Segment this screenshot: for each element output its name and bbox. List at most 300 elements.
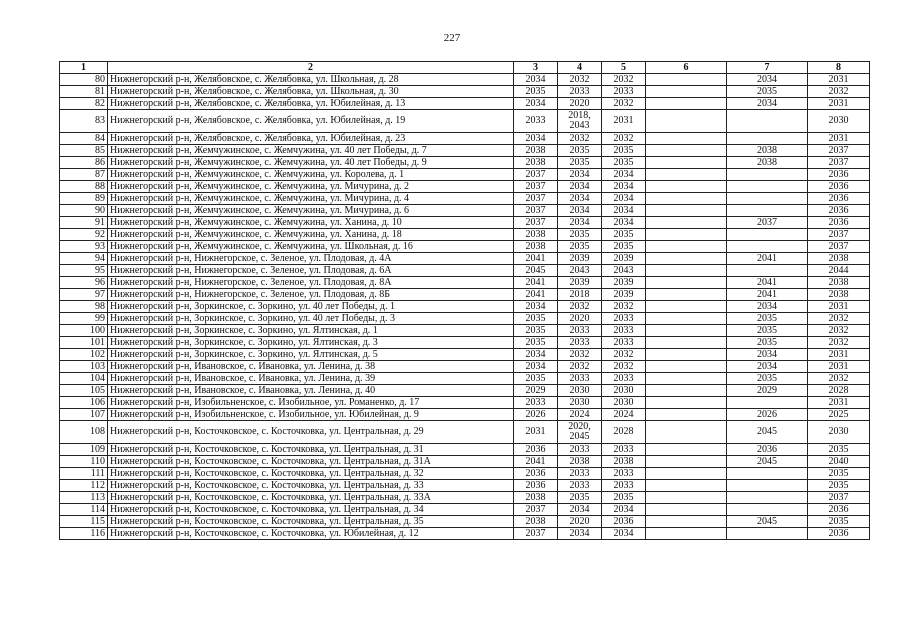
row-number-cell: 108 — [60, 421, 108, 444]
table-row — [60, 516, 870, 528]
table-row — [60, 468, 870, 480]
col3-cell: 2045 — [514, 265, 558, 277]
row-number-cell: 109 — [60, 444, 108, 456]
address-cell: Нижнегорский р-н, Косточковское, с. Косточковка, ул. Юбилейная, д. 12 — [108, 528, 514, 540]
row-number-cell: 110 — [60, 456, 108, 468]
table-row — [60, 289, 870, 301]
col5-cell: 2038 — [602, 456, 646, 468]
col6-cell — [646, 193, 727, 205]
col8-cell: 2038 — [808, 253, 870, 265]
header-cell: 5 — [602, 62, 646, 74]
col8-cell: 2037 — [808, 229, 870, 241]
row-number-cell: 90 — [60, 205, 108, 217]
col4-cell: 2033 — [558, 325, 602, 337]
row-number-cell: 93 — [60, 241, 108, 253]
col3-cell: 2034 — [514, 361, 558, 373]
table-row — [60, 444, 870, 456]
col7-cell — [727, 265, 808, 277]
col6-cell — [646, 385, 727, 397]
col4-cell: 2033 — [558, 337, 602, 349]
col5-cell: 2033 — [602, 444, 646, 456]
header-cell: 1 — [60, 62, 108, 74]
col6-cell — [646, 289, 727, 301]
col3-cell: 2041 — [514, 277, 558, 289]
data-table — [59, 61, 870, 540]
col4-cell: 2033 — [558, 444, 602, 456]
col5-cell: 2024 — [602, 409, 646, 421]
address-cell: Нижнегорский р-н, Косточковское, с. Косточковка, ул. Центральная, д. 29 — [108, 421, 514, 444]
col7-cell — [727, 241, 808, 253]
col6-cell — [646, 241, 727, 253]
table-row — [60, 193, 870, 205]
col4-cell: 2038 — [558, 456, 602, 468]
col4-cell: 2034 — [558, 181, 602, 193]
table-row — [60, 145, 870, 157]
table-row — [60, 337, 870, 349]
col3-cell: 2034 — [514, 98, 558, 110]
col6-cell — [646, 98, 727, 110]
row-number-cell: 98 — [60, 301, 108, 313]
col7-cell: 2045 — [727, 456, 808, 468]
address-cell: Нижнегорский р-н, Желябовское, с. Желябовка, ул. Юбилейная, д. 23 — [108, 133, 514, 145]
table-row — [60, 241, 870, 253]
address-cell: Нижнегорский р-н, Зоркинское, с. Зоркино, ул. Ялтинская, д. 5 — [108, 349, 514, 361]
col7-cell: 2034 — [727, 74, 808, 86]
col6-cell — [646, 397, 727, 409]
address-cell: Нижнегорский р-н, Жемчужинское, с. Жемчужина, ул. Школьная, д. 16 — [108, 241, 514, 253]
col6-cell — [646, 110, 727, 133]
row-number-cell: 99 — [60, 313, 108, 325]
table-row — [60, 277, 870, 289]
col3-cell: 2041 — [514, 456, 558, 468]
col8-cell: 2036 — [808, 181, 870, 193]
col3-cell: 2035 — [514, 373, 558, 385]
col7-cell: 2041 — [727, 289, 808, 301]
row-number-cell: 104 — [60, 373, 108, 385]
col4-cell: 2034 — [558, 169, 602, 181]
col3-cell: 2026 — [514, 409, 558, 421]
address-cell: Нижнегорский р-н, Изобильненское, с. Изобильное, ул. Романенко, д. 17 — [108, 397, 514, 409]
col7-cell: 2038 — [727, 157, 808, 169]
col6-cell — [646, 409, 727, 421]
col7-cell — [727, 397, 808, 409]
col8-cell: 2035 — [808, 468, 870, 480]
col8-cell: 2044 — [808, 265, 870, 277]
col5-cell: 2028 — [602, 421, 646, 444]
table-row — [60, 181, 870, 193]
table-row — [60, 265, 870, 277]
col6-cell — [646, 349, 727, 361]
col5-cell: 2035 — [602, 229, 646, 241]
col7-cell — [727, 193, 808, 205]
col8-cell: 2031 — [808, 397, 870, 409]
address-cell: Нижнегорский р-н, Жемчужинское, с. Жемчужина, ул. Ханина, д. 10 — [108, 217, 514, 229]
col4-cell: 2032 — [558, 74, 602, 86]
col6-cell — [646, 74, 727, 86]
col6-cell — [646, 277, 727, 289]
row-number-cell: 94 — [60, 253, 108, 265]
row-number-cell: 112 — [60, 480, 108, 492]
col4-cell: 2032 — [558, 301, 602, 313]
row-number-cell: 113 — [60, 492, 108, 504]
col3-cell: 2038 — [514, 229, 558, 241]
col7-cell — [727, 504, 808, 516]
address-cell: Нижнегорский р-н, Желябовское, с. Желябовка, ул. Юбилейная, д. 13 — [108, 98, 514, 110]
col8-cell: 2031 — [808, 74, 870, 86]
col8-cell: 2030 — [808, 421, 870, 444]
row-number-cell: 102 — [60, 349, 108, 361]
col8-cell: 2025 — [808, 409, 870, 421]
col4-cell: 2020 — [558, 516, 602, 528]
row-number-cell: 88 — [60, 181, 108, 193]
table-row — [60, 385, 870, 397]
col3-cell: 2035 — [514, 325, 558, 337]
address-cell: Нижнегорский р-н, Жемчужинское, с. Жемчужина, ул. 40 лет Победы, д. 9 — [108, 157, 514, 169]
col8-cell: 2036 — [808, 528, 870, 540]
col7-cell: 2038 — [727, 145, 808, 157]
col7-cell: 2035 — [727, 86, 808, 98]
col3-cell: 2037 — [514, 193, 558, 205]
col7-cell: 2034 — [727, 349, 808, 361]
col6-cell — [646, 157, 727, 169]
col8-cell: 2037 — [808, 241, 870, 253]
col3-cell: 2033 — [514, 110, 558, 133]
header-cell: 4 — [558, 62, 602, 74]
col4-cell: 2032 — [558, 349, 602, 361]
col7-cell: 2034 — [727, 98, 808, 110]
address-cell: Нижнегорский р-н, Ивановское, с. Ивановка, ул. Ленина, д. 38 — [108, 361, 514, 373]
col8-cell: 2037 — [808, 492, 870, 504]
col7-cell: 2037 — [727, 217, 808, 229]
table-row — [60, 313, 870, 325]
col6-cell — [646, 265, 727, 277]
row-number-cell: 115 — [60, 516, 108, 528]
col8-cell: 2032 — [808, 86, 870, 98]
col5-cell: 2036 — [602, 516, 646, 528]
table-row — [60, 205, 870, 217]
col8-cell: 2040 — [808, 456, 870, 468]
col3-cell: 2037 — [514, 504, 558, 516]
address-cell: Нижнегорский р-н, Косточковское, с. Косточковка, ул. Центральная, д. 35 — [108, 516, 514, 528]
address-cell: Нижнегорский р-н, Жемчужинское, с. Жемчужина, ул. 40 лет Победы, д. 7 — [108, 145, 514, 157]
col5-cell: 2034 — [602, 504, 646, 516]
col6-cell — [646, 492, 727, 504]
col8-cell: 2028 — [808, 385, 870, 397]
col4-cell: 2034 — [558, 528, 602, 540]
table-row — [60, 492, 870, 504]
col7-cell — [727, 169, 808, 181]
row-number-cell: 106 — [60, 397, 108, 409]
col4-cell: 2032 — [558, 133, 602, 145]
col8-cell: 2035 — [808, 516, 870, 528]
table-row — [60, 133, 870, 145]
col5-cell: 2039 — [602, 277, 646, 289]
col3-cell: 2029 — [514, 385, 558, 397]
col3-cell: 2035 — [514, 337, 558, 349]
table-row — [60, 229, 870, 241]
col3-cell: 2037 — [514, 217, 558, 229]
col3-cell: 2038 — [514, 516, 558, 528]
address-cell: Нижнегорский р-н, Ивановское, с. Ивановка, ул. Ленина, д. 39 — [108, 373, 514, 385]
col6-cell — [646, 313, 727, 325]
col5-cell: 2033 — [602, 373, 646, 385]
col5-cell: 2033 — [602, 313, 646, 325]
col6-cell — [646, 444, 727, 456]
col4-cell: 2034 — [558, 193, 602, 205]
row-number-cell: 83 — [60, 110, 108, 133]
col4-cell: 2032 — [558, 361, 602, 373]
col6-cell — [646, 504, 727, 516]
col8-cell: 2031 — [808, 133, 870, 145]
table-row — [60, 421, 870, 444]
row-number-cell: 103 — [60, 361, 108, 373]
col6-cell — [646, 133, 727, 145]
col5-cell: 2035 — [602, 241, 646, 253]
col7-cell: 2034 — [727, 301, 808, 313]
col7-cell — [727, 133, 808, 145]
col7-cell: 2035 — [727, 337, 808, 349]
col5-cell: 2033 — [602, 337, 646, 349]
address-cell: Нижнегорский р-н, Косточковское, с. Косточковка, ул. Центральная, д. 33А — [108, 492, 514, 504]
col7-cell: 2035 — [727, 325, 808, 337]
col5-cell: 2033 — [602, 325, 646, 337]
col6-cell — [646, 516, 727, 528]
col4-cell: 2035 — [558, 145, 602, 157]
header-cell: 3 — [514, 62, 558, 74]
row-number-cell: 82 — [60, 98, 108, 110]
address-cell: Нижнегорский р-н, Ивановское, с. Ивановка, ул. Ленина, д. 40 — [108, 385, 514, 397]
col6-cell — [646, 253, 727, 265]
col4-cell: 2020 — [558, 98, 602, 110]
col3-cell: 2034 — [514, 301, 558, 313]
address-cell: Нижнегорский р-н, Жемчужинское, с. Жемчужина, ул. Королева, д. 1 — [108, 169, 514, 181]
col4-cell: 2033 — [558, 86, 602, 98]
col8-cell: 2032 — [808, 325, 870, 337]
col6-cell — [646, 205, 727, 217]
table-row — [60, 74, 870, 86]
address-cell: Нижнегорский р-н, Зоркинское, с. Зоркино, ул. 40 лет Победы, д. 3 — [108, 313, 514, 325]
col6-cell — [646, 169, 727, 181]
col4-cell: 2035 — [558, 492, 602, 504]
col4-cell: 2039 — [558, 277, 602, 289]
row-number-cell: 107 — [60, 409, 108, 421]
col4-cell: 2034 — [558, 205, 602, 217]
col5-cell: 2030 — [602, 397, 646, 409]
col3-cell: 2038 — [514, 145, 558, 157]
col3-cell: 2034 — [514, 133, 558, 145]
col8-cell: 2037 — [808, 157, 870, 169]
col4-cell: 2020, 2045 — [558, 421, 602, 444]
col5-cell: 2039 — [602, 253, 646, 265]
header-cell: 8 — [808, 62, 870, 74]
col3-cell: 2034 — [514, 74, 558, 86]
col4-cell: 2033 — [558, 373, 602, 385]
col3-cell: 2033 — [514, 397, 558, 409]
table-row — [60, 409, 870, 421]
col7-cell: 2035 — [727, 373, 808, 385]
row-number-cell: 111 — [60, 468, 108, 480]
col3-cell: 2038 — [514, 157, 558, 169]
col5-cell: 2039 — [602, 289, 646, 301]
col6-cell — [646, 528, 727, 540]
col5-cell: 2033 — [602, 468, 646, 480]
col3-cell: 2034 — [514, 349, 558, 361]
col5-cell: 2033 — [602, 86, 646, 98]
col4-cell: 2034 — [558, 504, 602, 516]
col5-cell: 2032 — [602, 301, 646, 313]
row-number-cell: 84 — [60, 133, 108, 145]
header-cell: 2 — [108, 62, 514, 74]
address-cell: Нижнегорский р-н, Нижнегорское, с. Зеленое, ул. Плодовая, д. 4А — [108, 253, 514, 265]
col6-cell — [646, 181, 727, 193]
col8-cell: 2036 — [808, 193, 870, 205]
row-number-cell: 100 — [60, 325, 108, 337]
col8-cell: 2035 — [808, 444, 870, 456]
row-number-cell: 81 — [60, 86, 108, 98]
col8-cell: 2031 — [808, 349, 870, 361]
col5-cell: 2032 — [602, 74, 646, 86]
col8-cell: 2031 — [808, 98, 870, 110]
col3-cell: 2037 — [514, 205, 558, 217]
table-row — [60, 480, 870, 492]
row-number-cell: 97 — [60, 289, 108, 301]
address-cell: Нижнегорский р-н, Желябовское, с. Желябовка, ул. Юбилейная, д. 19 — [108, 110, 514, 133]
address-cell: Нижнегорский р-н, Косточковское, с. Косточковка, ул. Центральная, д. 34 — [108, 504, 514, 516]
col5-cell: 2032 — [602, 349, 646, 361]
col5-cell: 2043 — [602, 265, 646, 277]
col4-cell: 2035 — [558, 229, 602, 241]
col6-cell — [646, 468, 727, 480]
row-number-cell: 116 — [60, 528, 108, 540]
table-row — [60, 86, 870, 98]
col3-cell: 2036 — [514, 468, 558, 480]
col5-cell: 2032 — [602, 361, 646, 373]
col3-cell: 2038 — [514, 492, 558, 504]
address-cell: Нижнегорский р-н, Зоркинское, с. Зоркино, ул. 40 лет Победы, д. 1 — [108, 301, 514, 313]
col8-cell: 2036 — [808, 217, 870, 229]
col7-cell: 2034 — [727, 361, 808, 373]
col8-cell: 2035 — [808, 480, 870, 492]
address-cell: Нижнегорский р-н, Нижнегорское, с. Зеленое, ул. Плодовая, д. 6А — [108, 265, 514, 277]
col5-cell: 2034 — [602, 169, 646, 181]
col7-cell: 2036 — [727, 444, 808, 456]
col7-cell — [727, 110, 808, 133]
col4-cell: 2018, 2043 — [558, 110, 602, 133]
address-cell: Нижнегорский р-н, Нижнегорское, с. Зеленое, ул. Плодовая, д. 8А — [108, 277, 514, 289]
col8-cell: 2031 — [808, 301, 870, 313]
col5-cell: 2035 — [602, 492, 646, 504]
col7-cell — [727, 528, 808, 540]
col3-cell: 2037 — [514, 181, 558, 193]
address-cell: Нижнегорский р-н, Косточковское, с. Косточковка, ул. Центральная, д. 32 — [108, 468, 514, 480]
table-row — [60, 504, 870, 516]
row-number-cell: 85 — [60, 145, 108, 157]
address-cell: Нижнегорский р-н, Зоркинское, с. Зоркино, ул. Ялтинская, д. 3 — [108, 337, 514, 349]
table-row — [60, 253, 870, 265]
table-row — [60, 456, 870, 468]
col5-cell: 2032 — [602, 98, 646, 110]
col3-cell: 2035 — [514, 86, 558, 98]
col8-cell: 2032 — [808, 313, 870, 325]
table-row — [60, 349, 870, 361]
row-number-cell: 91 — [60, 217, 108, 229]
col4-cell: 2034 — [558, 217, 602, 229]
page-number: 227 — [443, 32, 461, 44]
row-number-cell: 87 — [60, 169, 108, 181]
col3-cell: 2035 — [514, 313, 558, 325]
header-cell: 6 — [646, 62, 727, 74]
address-cell: Нижнегорский р-н, Косточковское, с. Косточковка, ул. Центральная, д. 33 — [108, 480, 514, 492]
col4-cell: 2043 — [558, 265, 602, 277]
col5-cell: 2030 — [602, 385, 646, 397]
row-number-cell: 105 — [60, 385, 108, 397]
header-cell: 7 — [727, 62, 808, 74]
table-row — [60, 217, 870, 229]
address-cell: Нижнегорский р-н, Жемчужинское, с. Жемчужина, ул. Ханина, д. 18 — [108, 229, 514, 241]
col5-cell: 2032 — [602, 133, 646, 145]
col5-cell: 2034 — [602, 205, 646, 217]
col3-cell: 2041 — [514, 289, 558, 301]
col4-cell: 2020 — [558, 313, 602, 325]
address-cell: Нижнегорский р-н, Изобильненское, с. Изобильное, ул. Юбилейная, д. 9 — [108, 409, 514, 421]
col4-cell: 2024 — [558, 409, 602, 421]
table-row — [60, 397, 870, 409]
col8-cell: 2032 — [808, 337, 870, 349]
col8-cell: 2032 — [808, 373, 870, 385]
col7-cell — [727, 492, 808, 504]
address-cell: Нижнегорский р-н, Косточковское, с. Косточковка, ул. Центральная, д. 31 — [108, 444, 514, 456]
col6-cell — [646, 456, 727, 468]
col3-cell: 2031 — [514, 421, 558, 444]
table-row — [60, 110, 870, 133]
col5-cell: 2034 — [602, 181, 646, 193]
col7-cell: 2041 — [727, 253, 808, 265]
col3-cell: 2036 — [514, 444, 558, 456]
col3-cell: 2036 — [514, 480, 558, 492]
col7-cell: 2029 — [727, 385, 808, 397]
header-row — [60, 62, 870, 74]
row-number-cell: 92 — [60, 229, 108, 241]
col6-cell — [646, 373, 727, 385]
col6-cell — [646, 229, 727, 241]
address-cell: Нижнегорский р-н, Косточковское, с. Косточковка, ул. Центральная, д. 31А — [108, 456, 514, 468]
col7-cell: 2045 — [727, 516, 808, 528]
col6-cell — [646, 421, 727, 444]
col4-cell: 2033 — [558, 468, 602, 480]
col8-cell: 2038 — [808, 289, 870, 301]
col5-cell: 2033 — [602, 480, 646, 492]
col3-cell: 2037 — [514, 528, 558, 540]
col4-cell: 2035 — [558, 241, 602, 253]
col5-cell: 2034 — [602, 193, 646, 205]
col5-cell: 2035 — [602, 145, 646, 157]
col8-cell: 2036 — [808, 169, 870, 181]
table-row — [60, 361, 870, 373]
row-number-cell: 101 — [60, 337, 108, 349]
table-row — [60, 98, 870, 110]
table-row — [60, 169, 870, 181]
address-cell: Нижнегорский р-н, Зоркинское, с. Зоркино, ул. Ялтинская, д. 1 — [108, 325, 514, 337]
col6-cell — [646, 480, 727, 492]
col7-cell — [727, 229, 808, 241]
col7-cell — [727, 205, 808, 217]
col6-cell — [646, 337, 727, 349]
col5-cell: 2035 — [602, 157, 646, 169]
row-number-cell: 89 — [60, 193, 108, 205]
row-number-cell: 114 — [60, 504, 108, 516]
col6-cell — [646, 361, 727, 373]
col3-cell: 2038 — [514, 241, 558, 253]
